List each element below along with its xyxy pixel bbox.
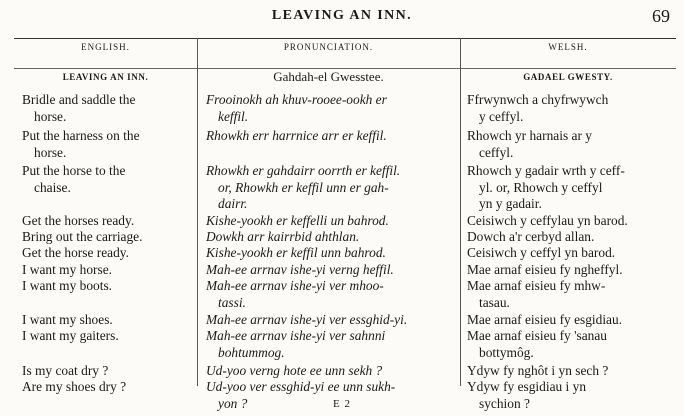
english-subheading-cell [14,72,197,82]
line: I want my boots. [22,278,113,293]
line: Put the horse to the [22,163,126,178]
english-heading: ENGLISH. [81,42,130,52]
line: Mah-ee arrnav ishe-yi ver mhoo- [206,278,384,293]
line: ceffyl. [479,144,514,160]
line: dairr. [218,196,248,212]
row-4-english [22,213,192,230]
line: Rhowkh er gahdairr oorrth er keffil. [206,163,401,178]
row-5-english [22,229,192,246]
line: keffil. [218,108,249,124]
line: Ydyw fy nghôt i yn sech ? [467,363,609,378]
row-5-pronunciation [206,229,454,246]
line: sychion ? [479,395,530,411]
row-11-english [22,363,192,380]
pronunciation-heading: PRONUNCIATION. [283,42,374,52]
line: Mae arnaf eisieu fy esgidiau. [467,312,623,327]
welsh-subheading: GADAEL GWESTY. [523,72,613,82]
line: Ceisiwch y ceffyl yn barod. [467,245,616,260]
row-10-english [22,328,192,345]
column-pronunciation-header [197,42,460,58]
row-2-welsh [467,128,677,161]
line: Get the horse ready. [22,245,129,260]
line: Mae arnaf eisieu fy 'sanau [467,328,607,343]
row-12-english [22,379,192,396]
page-title: LEAVING AN INN. [271,8,413,23]
line: or, Rhowkh er keffil unn er gah- [218,179,389,195]
row-6-english [22,245,192,262]
line: Ffrwynwch a chyfrwywch [467,92,609,107]
row-7-pronunciation [206,262,454,279]
row-7-welsh [467,262,677,279]
row-4-pronunciation [206,213,454,230]
line: Frooinokh ah khuv-rooee-ookh er [206,92,387,107]
column-divider-1 [197,38,198,386]
row-6-pronunciation [206,245,454,262]
line: Mah-ee arrnav ishe-yi ver essghid-yi. [206,312,408,327]
row-3-welsh [467,163,677,213]
top-rule [14,38,676,39]
row-2-english [22,128,192,161]
line: I want my horse. [22,262,112,277]
line: Dowkh arr kairrbid ahthlan. [206,229,360,244]
row-6-welsh [467,245,677,262]
welsh-subheading-cell [460,72,676,82]
line: bohtummog. [218,344,285,360]
column-english-header [14,42,197,58]
line: Mah-ee arrnav ishe-yi ver sahnni [206,328,386,343]
row-3-english [22,163,192,196]
page-number: 69 [652,6,670,26]
pronunciation-subheading: Gahdah-el Gwesstee. [273,69,384,84]
line: Rhowkh err harrnice arr er keffil. [206,128,387,143]
row-2-pronunciation [206,128,454,145]
line: Are my shoes dry ? [22,379,127,394]
row-4-welsh [467,213,677,230]
row-10-pronunciation [206,328,454,361]
row-9-pronunciation [206,312,454,329]
line: Ceisiwch y ceffylau yn barod. [467,213,628,228]
line: Mae arnaf eisieu fy mhw- [467,278,606,293]
line: horse. [34,144,67,160]
row-8-english [22,278,192,295]
line: Bridle and saddle the [22,92,136,107]
line: Put the harness on the [22,128,140,143]
row-7-english [22,262,192,279]
line: Kishe-yookh er keffelli un bahrod. [206,213,389,228]
line: Ud-yoo verng hote ee unn sekh ? [206,363,383,378]
row-10-welsh [467,328,677,361]
row-9-welsh [467,312,677,329]
line: yn y gadair. [479,196,542,212]
row-1-welsh [467,92,677,125]
line: I want my gaiters. [22,328,119,343]
line: bottymôg. [479,344,534,360]
row-11-pronunciation [206,363,454,380]
pronunciation-subheading-cell [197,69,460,85]
line: Dowch a'r cerbyd allan. [467,229,595,244]
column-welsh-header [460,42,676,58]
row-1-english [22,92,192,125]
line: Ud-yoo ver essghid-yi ee unn sukh- [206,379,396,394]
line: y ceffyl. [479,108,524,124]
row-8-welsh [467,278,677,311]
line: Kishe-yookh er keffil unn bahrod. [206,245,386,260]
line: tassi. [218,294,246,310]
line: yon ? [218,395,248,411]
line: Mae arnaf eisieu fy ngheffyl. [467,262,623,277]
row-1-pronunciation [206,92,454,125]
line: Mah-ee arrnav ishe-yi verng heffil. [206,262,394,277]
column-divider-2 [460,38,461,386]
welsh-heading: WELSH. [548,42,588,52]
row-9-english [22,312,192,329]
row-11-welsh [467,363,677,380]
line: Is my coat dry ? [22,363,109,378]
line: Bring out the carriage. [22,229,143,244]
row-3-pronunciation [206,163,454,213]
signature-mark: E 2 [333,398,351,410]
line: I want my shoes. [22,312,113,327]
line: yl. or, Rhowch y ceffyl [479,179,603,195]
line: Rhowch yr harnais ar y [467,128,592,143]
line: horse. [34,108,67,124]
line: chaise. [34,179,71,195]
line: Get the horses ready. [22,213,135,228]
line: Rhowch y gadair wrth y ceff- [467,163,625,178]
row-8-pronunciation [206,278,454,311]
english-subheading: LEAVING AN INN. [62,72,149,82]
row-5-welsh [467,229,677,246]
line: tasau. [479,294,510,310]
line: Ydyw fy esgidiau i yn [467,379,587,394]
